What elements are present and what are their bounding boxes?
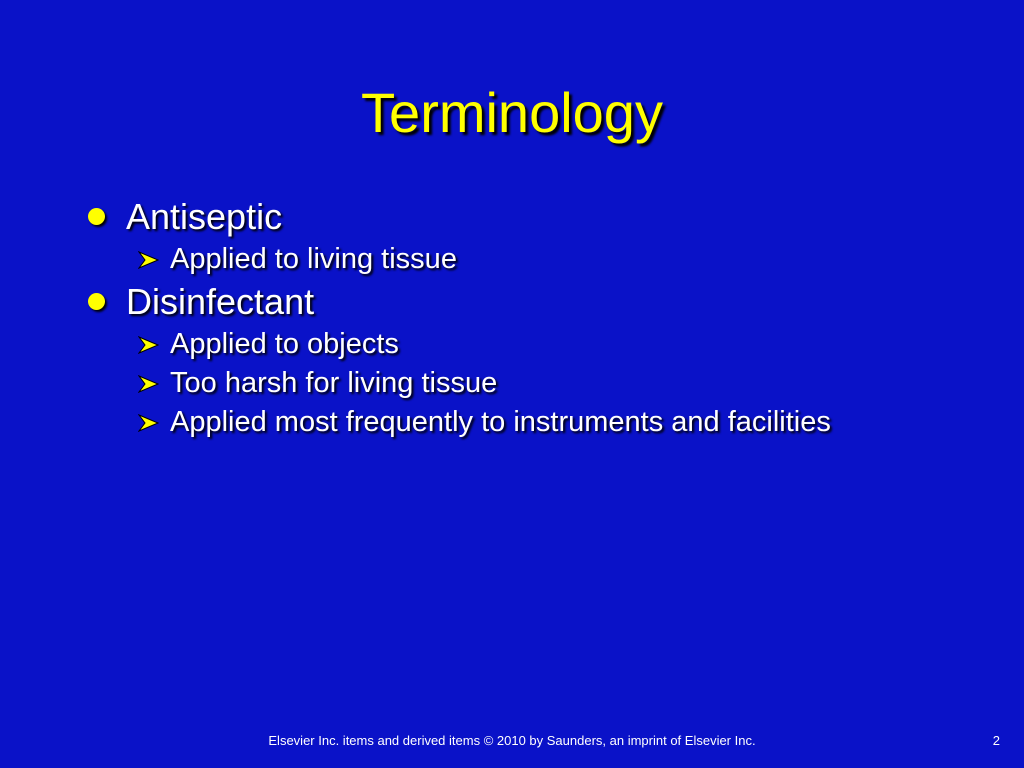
filled-circle-icon xyxy=(88,208,105,225)
sub-bullet-label: Applied to objects xyxy=(170,328,399,360)
arrowhead-icon xyxy=(138,336,160,354)
sub-bullet-label: Too harsh for living tissue xyxy=(170,367,498,399)
bullet-item-antiseptic xyxy=(86,194,846,240)
sub-bullet-label: Applied to living tissue xyxy=(170,243,457,275)
arrowhead-icon xyxy=(138,414,160,432)
slide-content xyxy=(86,194,846,442)
page-number: 2 xyxy=(992,733,1000,748)
arrowhead-icon xyxy=(138,375,160,393)
sub-bullet-label: Applied most frequently to instruments and facilities xyxy=(170,406,831,438)
filled-circle-icon xyxy=(88,293,105,310)
bullet-item-disinfectant xyxy=(86,279,846,325)
sub-bullet-item xyxy=(86,240,846,279)
slide-footer: Elsevier Inc. items and derived items © 2010 by Saunders, an imprint of Elsevier Inc. xyxy=(268,733,756,748)
bullet-label: Disinfectant xyxy=(126,281,315,322)
sub-bullet-item xyxy=(86,364,846,403)
sub-bullet-item xyxy=(86,403,846,442)
sub-bullet-item xyxy=(86,325,846,364)
bullet-label: Antiseptic xyxy=(126,196,283,237)
arrowhead-icon xyxy=(138,251,160,269)
slide-title: Terminology xyxy=(361,81,663,144)
